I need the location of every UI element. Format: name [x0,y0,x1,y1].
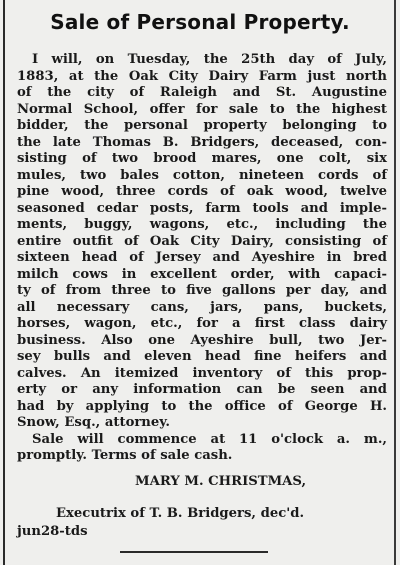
body-line: I will, on Tuesday, the 25th day of July, [32,52,387,67]
notice-heading: Sale of Personal Property. [50,10,350,34]
body-line: sixteen head of Jersey and Ayeshire in bred [17,250,387,265]
body-line: the late Thomas B. Bridgers, deceased, con- [17,134,387,150]
body-line: ments, buggy, wagons, etc., including the [17,217,387,232]
body-line: had by applying to the office of George H. [17,398,387,414]
body-line: erty or any information can be seen and [17,382,387,397]
body-line: mules, two bales cotton, nineteen cords of [17,167,387,183]
body-line: horses, wagon, etc., for a first class dairy [17,316,387,331]
body-line: ty of from three to five gallons per day, and [17,283,387,298]
body-line: business. Also one Ayeshire bull, two Jer- [17,332,387,348]
body-line: sey bulls and eleven head fine heifers and [17,349,387,364]
body-line: sisting of two brood mares, one colt, six [17,151,387,166]
body-line: all necessary cans, jars, pans, buckets, [17,299,387,315]
body-line: of the city of Raleigh and St. Augustine [17,85,387,100]
body-line: bidder, the personal property belonging to [17,118,387,133]
body-line: pine wood, three cords of oak wood, twelve [17,184,387,199]
body-line: promptly. Terms of sale cash. [17,448,233,463]
body-line: 1883, at the Oak City Dairy Farm just north [17,68,387,84]
right-column-rule [394,0,396,565]
notice-body [17,52,387,465]
left-column-rule [3,0,5,565]
bottom-divider [120,551,268,553]
body-line: calves. An itemized inventory of this prop- [17,365,387,381]
body-line: Snow, Esq., attorney. [17,415,171,430]
issue-code: jun28-tds [17,524,88,539]
body-line: Sale will commence at 11 o'clock a. m., [32,431,387,447]
body-line: entire outfit of Oak City Dairy, consisting of [17,233,387,249]
signature-name: MARY M. CHRISTMAS, [135,474,307,489]
body-line: Normal School, offer for sale to the highest [17,101,387,117]
body-line: milch cows in excellent order, with capaci- [17,266,387,282]
body-line: seasoned cedar posts, farm tools and imple- [17,200,387,216]
signature-title: Executrix of T. B. Bridgers, dec'd. [56,506,305,521]
